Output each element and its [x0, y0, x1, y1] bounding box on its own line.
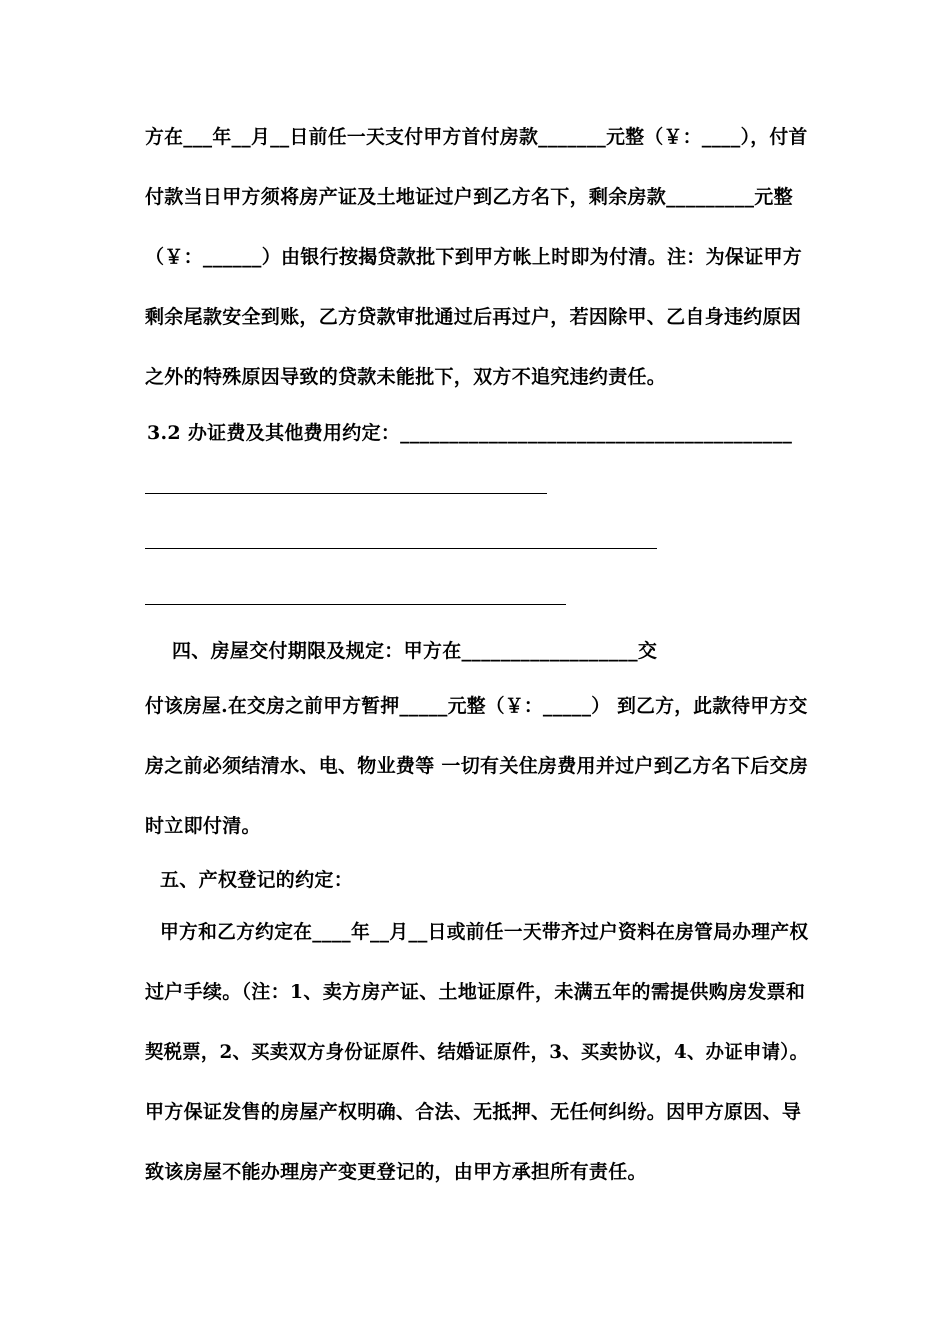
section-3-2-heading: 3.2 办证费及其他费用约定：________________________________________ [147, 422, 793, 444]
paragraph-line: 契税票，2、买卖双方身份证原件、结婚证原件，3、买卖协议，4、办证申请）。 [145, 1041, 809, 1063]
section-5-heading: 五、产权登记的约定： [160, 869, 354, 891]
paragraph-line: 剩余尾款安全到账，乙方贷款审批通过后再过户，若因除甲、乙自身违约原因 [145, 306, 802, 328]
paragraph-line: 过户手续。（注：1、卖方房产证、土地证原件，未满五年的需提供购房发票和 [145, 981, 806, 1003]
blank-fill-line [145, 604, 566, 605]
blank-fill-line [145, 493, 547, 494]
blank-fill-line [145, 548, 657, 549]
paragraph-line: 甲方和乙方约定在____年__月__日或前任一天带齐过户资料在房管局办理产权 [160, 921, 809, 943]
paragraph-line: 付款当日甲方须将房产证及土地证过户到乙方名下，剩余房款_________元整 [145, 186, 793, 208]
paragraph-line: 之外的特殊原因导致的贷款未能批下，双方不追究违约责任。 [145, 366, 667, 388]
paragraph-line: 房之前必须结清水、电、物业费等 一切有关住房费用并过户到乙方名下后交房 [145, 755, 809, 777]
section-4-heading: 四、房屋交付期限及规定：甲方在__________________交 [172, 640, 658, 662]
paragraph-line: 时立即付清。 [145, 815, 261, 837]
paragraph-line: （￥：______）由银行按揭贷款批下到甲方帐上时即为付清。注：为保证甲方 [145, 246, 803, 268]
paragraph-line: 致该房屋不能办理房产变更登记的，由甲方承担所有责任。 [145, 1161, 647, 1183]
paragraph-line: 甲方保证发售的房屋产权明确、合法、无抵押、无任何纠纷。因甲方原因、导 [145, 1101, 802, 1123]
paragraph-line: 方在___年__月__日前任一天支付甲方首付房款_______元整（￥：____），付首 [145, 126, 808, 148]
paragraph-line: 付该房屋.在交房之前甲方暂押_____元整（￥：_____） 到乙方，此款待甲方交 [145, 695, 808, 717]
